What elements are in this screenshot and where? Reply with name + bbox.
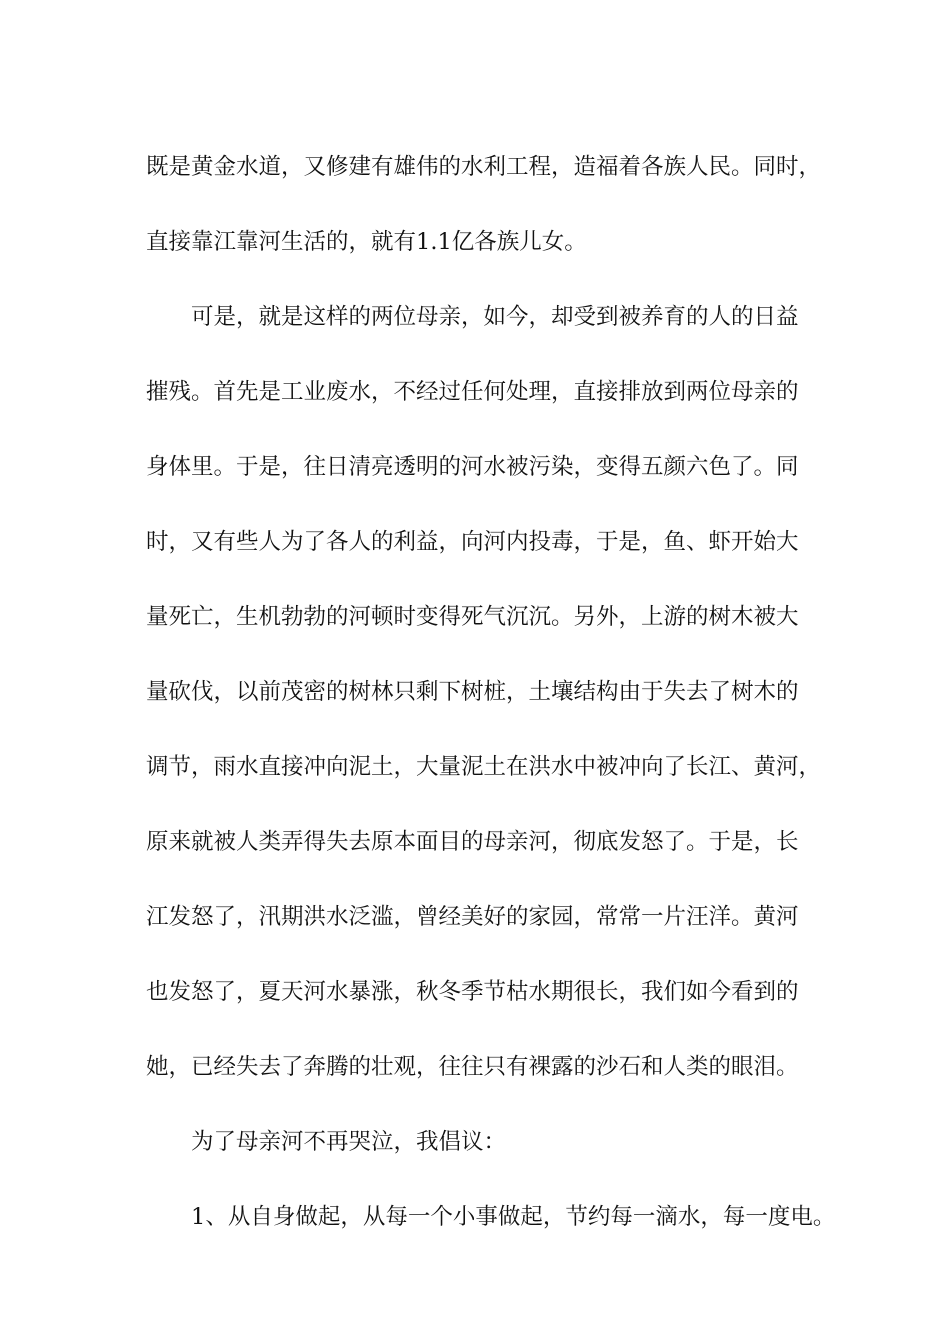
text-line-1: 既是黄金水道，又修建有雄伟的水利工程，造福着各族人民。同时， (146, 154, 822, 180)
text-line-6: 时，又有些人为了各人的利益，向河内投毒，于是，鱼、虾开始大 (146, 529, 799, 555)
text-line-7: 量死亡，生机勃勃的河顿时变得死气沉沉。另外，上游的树木被大 (146, 604, 799, 630)
text-line-14: 为了母亲河不再哭泣，我倡议： (191, 1129, 507, 1155)
text-line-9: 调节，雨水直接冲向泥土，大量泥土在洪水中被冲向了长江、黄河， (146, 754, 822, 780)
text-line-15: 1、从自身做起，从每一个小事做起，节约每一滴水，每一度电。 (191, 1204, 836, 1230)
text-line-10: 原来就被人类弄得失去原本面目的母亲河，彻底发怒了。于是，长 (146, 829, 799, 855)
text-line-2: 直接靠江靠河生活的，就有1.1亿各族儿女。 (146, 229, 587, 255)
text-line-8: 量砍伐，以前茂密的树林只剩下树桩，土壤结构由于失去了树木的 (146, 679, 799, 705)
text-line-11: 江发怒了，汛期洪水泛滥，曾经美好的家园，常常一片汪洋。黄河 (146, 904, 799, 930)
body-text (146, 130, 836, 1255)
text-line-3: 可是，就是这样的两位母亲，如今，却受到被养育的人的日益 (191, 304, 799, 330)
text-line-12: 也发怒了，夏天河水暴涨，秋冬季节枯水期很长，我们如今看到的 (146, 979, 799, 1005)
text-line-5: 身体里。于是，往日清亮透明的河水被污染，变得五颜六色了。同 (146, 454, 799, 480)
text-line-13: 她，已经失去了奔腾的壮观，往往只有裸露的沙石和人类的眼泪。 (146, 1054, 799, 1080)
text-line-4: 摧残。首先是工业废水，不经过任何处理，直接排放到两位母亲的 (146, 379, 799, 405)
